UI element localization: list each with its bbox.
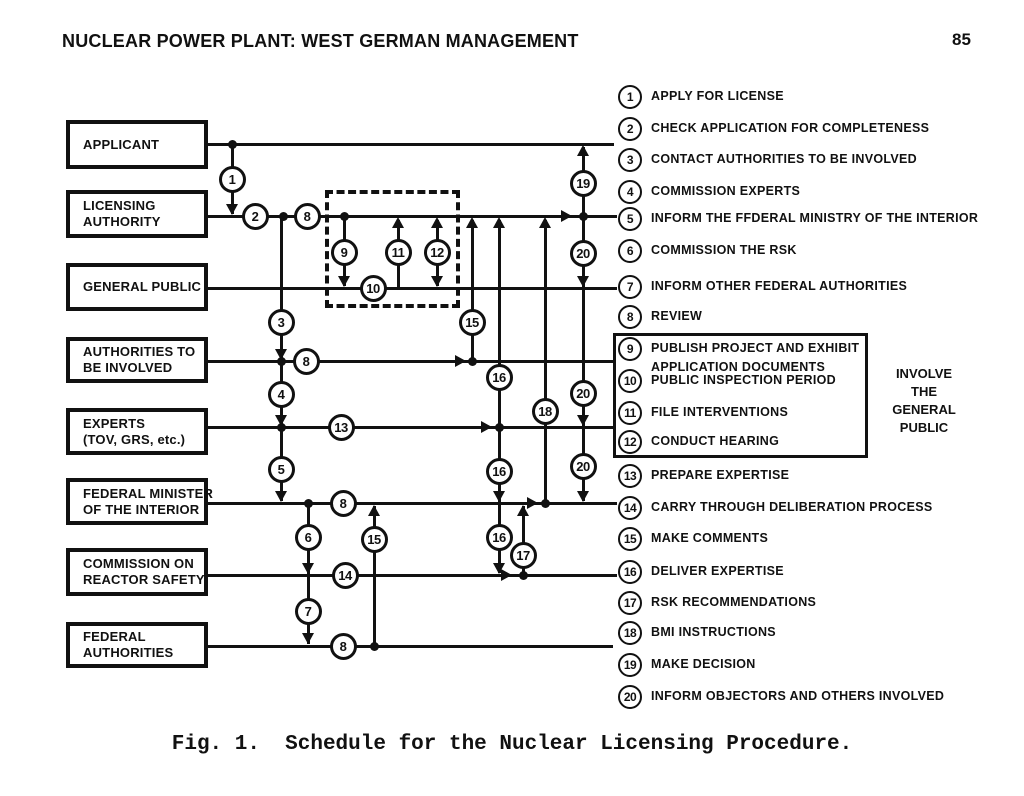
actor-label: OF THE INTERIOR (83, 501, 200, 517)
involve-public-note-line: THE (911, 384, 937, 399)
actor-label: FEDERAL (83, 629, 146, 644)
actor-label: AUTHORITIES (83, 645, 174, 660)
arrowhead-up-icon (493, 217, 505, 228)
legend-step-label-3: CONTACT AUTHORITIES TO BE INVOLVED (651, 152, 917, 166)
actor-box-general-public (66, 263, 208, 311)
junction-dot (468, 357, 477, 366)
actor-label: AUTHORITY (83, 214, 161, 229)
junction-dot (495, 423, 504, 432)
legend-step-circle-1: 1 (618, 85, 642, 109)
junction-dot (277, 423, 286, 432)
arrowhead-down-icon (577, 415, 589, 426)
legend-step-label-16: DELIVER EXPERTISE (651, 564, 784, 578)
arrowhead-down-icon (338, 276, 350, 287)
step-node-16: 16 (486, 364, 513, 391)
arrowhead-up-icon (466, 217, 478, 228)
page-number: 85 (952, 30, 971, 49)
legend-step-label-18: BMI INSTRUCTIONS (651, 625, 776, 639)
legend-step-circle-10: 10 (618, 369, 642, 393)
step-node-13: 13 (328, 414, 355, 441)
legend-step-label-11: FILE INTERVENTIONS (651, 405, 789, 419)
step-node-14: 14 (332, 562, 359, 589)
arrowhead-down-icon (577, 276, 589, 287)
junction-dot (370, 642, 379, 651)
step-node-11: 11 (385, 239, 412, 266)
legend-step-label-7: INFORM OTHER FEDERAL AUTHORITIES (651, 279, 908, 293)
legend-step-circle-16: 16 (618, 560, 642, 584)
legend-step-label-13: PREPARE EXPERTISE (651, 468, 790, 482)
legend-step-label-20: INFORM OBJECTORS AND OTHERS INVOLVED (651, 689, 945, 703)
flow-hline (208, 574, 617, 577)
step-node-3: 3 (268, 309, 295, 336)
involve-public-note-line: INVOLVE (895, 366, 953, 381)
involve-public-note (876, 365, 972, 437)
step-node-8: 8 (293, 348, 320, 375)
legend-step-circle-8: 8 (618, 305, 642, 329)
legend-step-circle-15: 15 (618, 527, 642, 551)
arrowhead-up-icon (392, 217, 404, 228)
legend-step-label-9-line2: APPLICATION DOCUMENTS (651, 360, 826, 374)
legend-step-circle-9: 9 (618, 337, 642, 361)
flow-hline (208, 645, 613, 648)
arrowhead-down-icon (226, 204, 238, 215)
step-node-20: 20 (570, 453, 597, 480)
flow-hline (208, 426, 614, 429)
legend-step-circle-14: 14 (618, 496, 642, 520)
step-node-1: 1 (219, 166, 246, 193)
step-node-7: 7 (295, 598, 322, 625)
step-node-12: 12 (424, 239, 451, 266)
flow-vline (471, 220, 474, 359)
legend-step-circle-5: 5 (618, 207, 642, 231)
involve-public-note-line: GENERAL (892, 402, 956, 417)
legend-step-label-17: RSK RECOMMENDATIONS (651, 595, 817, 609)
step-node-19: 19 (570, 170, 597, 197)
actor-label: LICENSING (83, 198, 156, 213)
step-node-20: 20 (570, 380, 597, 407)
legend-step-label-15: MAKE COMMENTS (651, 531, 769, 545)
legend-step-circle-3: 3 (618, 148, 642, 172)
legend-step-label-14: CARRY THROUGH DELIBERATION PROCESS (651, 500, 933, 514)
actor-label: REACTOR SAFETY (83, 572, 205, 587)
actor-label: GENERAL PUBLIC (83, 279, 202, 294)
step-node-16: 16 (486, 458, 513, 485)
legend-step-circle-2: 2 (618, 117, 642, 141)
step-node-16: 16 (486, 524, 513, 551)
actor-box-applicant (66, 120, 208, 169)
legend-step-circle-19: 19 (618, 653, 642, 677)
step-node-5: 5 (268, 456, 295, 483)
flow-hline (208, 143, 614, 146)
legend-step-label-6: COMMISSION THE RSK (651, 243, 797, 257)
arrowhead-up-icon (431, 217, 443, 228)
junction-dot (541, 499, 550, 508)
actor-label: EXPERTS (83, 415, 146, 431)
legend-step-label-5: INFORM THE FFDERAL MINISTRY OF THE INTERIOR (651, 211, 979, 225)
flow-hline (208, 360, 614, 363)
actor-label: COMMISSION ON (83, 556, 194, 571)
step-node-15: 15 (459, 309, 486, 336)
step-node-6: 6 (295, 524, 322, 551)
actor-box-authorities-to-be-involved (66, 337, 208, 383)
actor-label: BE INVOLVED (83, 360, 173, 375)
legend-step-label-4: COMMISSION EXPERTS (651, 184, 801, 198)
legend-step-label-10: PUBLIC INSPECTION PERIOD (651, 373, 836, 387)
legend-step-circle-13: 13 (618, 464, 642, 488)
step-node-15: 15 (361, 526, 388, 553)
legend-step-label-2: CHECK APPLICATION FOR COMPLETENESS (651, 121, 930, 135)
step-node-10: 10 (360, 275, 387, 302)
arrowhead-down-icon (302, 563, 314, 574)
actor-label: APPLICANT (83, 136, 160, 152)
actor-label: AUTHORITIES TO (83, 344, 196, 359)
step-node-8: 8 (330, 490, 357, 517)
arrowhead-down-icon (275, 491, 287, 502)
legend-step-circle-18: 18 (618, 621, 642, 645)
actor-box-experts (66, 408, 208, 455)
arrowhead-right-icon (481, 421, 492, 433)
actor-label: (TOV, GRS, etc.) (83, 431, 186, 447)
arrowhead-down-icon (493, 491, 505, 502)
step-node-20: 20 (570, 240, 597, 267)
arrowhead-right-icon (501, 569, 512, 581)
step-node-8: 8 (294, 203, 321, 230)
junction-dot (228, 140, 237, 149)
arrowhead-down-icon (577, 491, 589, 502)
actor-box-federal-authorities (66, 622, 208, 668)
actor-box-licensing-authority (66, 190, 208, 238)
arrowhead-right-icon (561, 210, 572, 222)
legend-step-circle-4: 4 (618, 180, 642, 204)
flow-vline (582, 147, 585, 501)
flow-vline (498, 220, 501, 573)
arrowhead-up-icon (517, 505, 529, 516)
legend-step-label-9: PUBLISH PROJECT AND EXHIBIT (651, 341, 860, 355)
arrowhead-down-icon (431, 276, 443, 287)
step-node-17: 17 (510, 542, 537, 569)
legend-step-label-12: CONDUCT HEARING (651, 434, 780, 448)
actor-label: FEDERAL MINISTER (83, 485, 214, 501)
arrowhead-down-icon (302, 633, 314, 644)
step-node-8: 8 (330, 633, 357, 660)
flow-vline (544, 220, 547, 502)
junction-dot (579, 212, 588, 221)
flow-hline (208, 502, 617, 505)
legend-step-circle-7: 7 (618, 275, 642, 299)
actor-box-commission-on-reactor-safety (66, 548, 208, 596)
figure-caption: Fig. 1. Schedule for the Nuclear Licensing Procedure. (171, 733, 853, 756)
legend-step-label-1: APPLY FOR LICENSE (651, 89, 784, 103)
page-header-title: NUCLEAR POWER PLANT: WEST GERMAN MANAGEMENT (62, 31, 579, 51)
junction-dot (279, 212, 288, 221)
legend-step-circle-12: 12 (618, 430, 642, 454)
step-node-18: 18 (532, 398, 559, 425)
actor-box-federal-minister-of-the-interior (66, 478, 214, 525)
legend-step-circle-6: 6 (618, 239, 642, 263)
junction-dot (277, 357, 286, 366)
junction-dot (304, 499, 313, 508)
legend-step-label-8: REVIEW (651, 309, 703, 323)
junction-dot (519, 571, 528, 580)
legend-step-circle-17: 17 (618, 591, 642, 615)
legend-step-circle-11: 11 (618, 401, 642, 425)
step-node-9: 9 (331, 239, 358, 266)
arrowhead-right-icon (455, 355, 466, 367)
step-node-2: 2 (242, 203, 269, 230)
junction-dot (340, 212, 349, 221)
step-node-4: 4 (268, 381, 295, 408)
arrowhead-up-icon (577, 145, 589, 156)
involve-public-note-line: PUBLIC (899, 420, 949, 435)
arrowhead-up-icon (368, 505, 380, 516)
legend-step-label-19: MAKE DECISION (651, 657, 756, 671)
arrowhead-up-icon (539, 217, 551, 228)
legend-step-circle-20: 20 (618, 685, 642, 709)
